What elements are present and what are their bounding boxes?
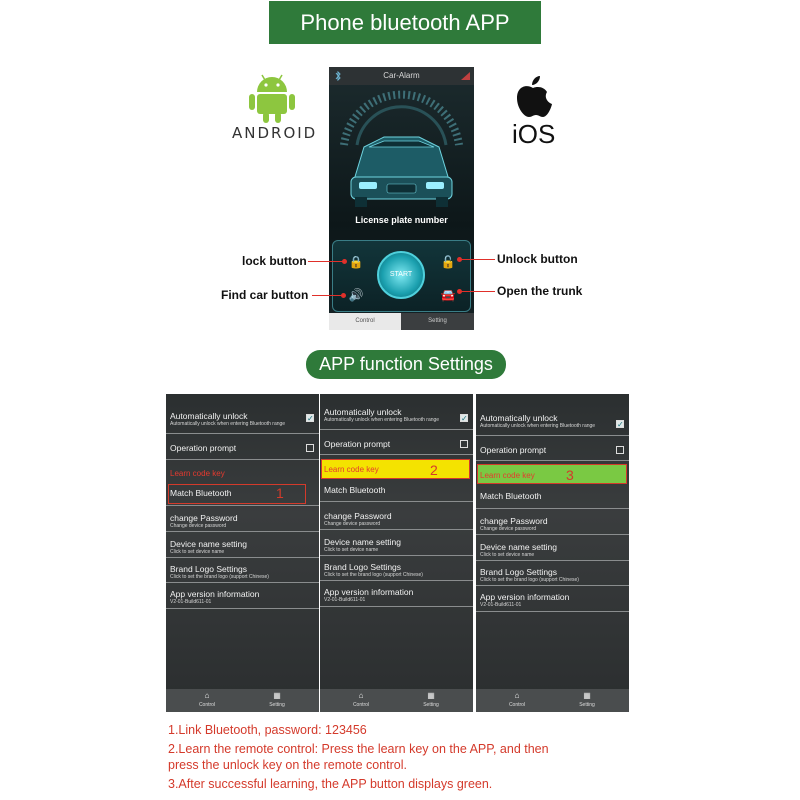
setting-auto-unlock[interactable] (476, 410, 629, 436)
setting-title: Automatically unlock (324, 407, 402, 417)
setting-auto-unlock[interactable] (166, 408, 319, 434)
setting-subtitle: Automatically unlock when entering Bluetooth range (480, 423, 596, 429)
setting-device-name[interactable] (166, 532, 319, 558)
step-number: 1 (276, 485, 284, 501)
setting-title: change Password (170, 513, 238, 523)
setting-brand-logo[interactable] (166, 558, 319, 583)
setting-app-version[interactable] (320, 581, 473, 607)
app-tab-bar (329, 313, 474, 330)
setting-title: Operation prompt (170, 443, 237, 453)
setting-title: App version information (480, 592, 570, 602)
tab-setting[interactable]: Setting (423, 702, 439, 708)
setting-change-password[interactable] (476, 509, 629, 535)
setting-title: Device name setting (480, 542, 558, 552)
setting-title: Automatically unlock (170, 411, 248, 421)
setting-title: Device name setting (324, 537, 402, 547)
settings-phone-3 (476, 394, 629, 712)
setting-match-bluetooth[interactable] (476, 484, 629, 509)
instruction-2: 2.Learn the remote control: Press the learn key on the APP, and then (168, 742, 549, 756)
setting-device-name[interactable] (476, 535, 629, 561)
setting-title: Match Bluetooth (324, 485, 386, 495)
setting-brand-logo[interactable] (320, 556, 473, 581)
setting-subtitle: Automatically unlock when entering Bluetooth range (170, 421, 286, 427)
setting-subtitle: Click to set the brand logo (support Chinese) (324, 572, 423, 578)
lock-leader-dot (342, 259, 347, 264)
setting-subtitle: Click to set device name (170, 549, 225, 555)
unlock-leader-dot (457, 257, 462, 262)
setting-title: change Password (480, 516, 548, 526)
settings-phone-2 (320, 394, 473, 712)
grid-icon[interactable]: ▦ (273, 691, 281, 700)
apple-icon (513, 74, 553, 118)
ios-wordmark: iOS (512, 119, 556, 149)
grid-icon[interactable]: ▦ (427, 691, 435, 700)
checkbox-checked[interactable]: ✓ (461, 414, 468, 423)
setting-learn-code-key[interactable]: Learn code key (170, 469, 225, 478)
checkbox[interactable] (306, 444, 314, 452)
find-car-icon[interactable]: 🔊 (348, 288, 364, 302)
home-icon[interactable]: ⌂ (358, 691, 364, 700)
instruction-2-continued: press the unlock key on the remote control. (168, 758, 408, 772)
setting-title: App version information (170, 589, 260, 599)
setting-auto-unlock[interactable] (320, 404, 473, 430)
setting-app-version[interactable] (166, 583, 319, 609)
settings-tab-bar (166, 689, 319, 712)
step-number: 2 (430, 462, 438, 478)
tab-control[interactable]: Control (198, 702, 216, 708)
setting-title: Brand Logo Settings (170, 564, 248, 574)
setting-title: change Password (324, 511, 392, 521)
settings-banner: APP function Settings (306, 350, 506, 379)
trunk-icon[interactable]: 🚘 (440, 288, 456, 302)
start-button[interactable]: START (377, 251, 425, 299)
setting-learn-code-key[interactable]: Learn code key (480, 471, 535, 480)
car-dashboard-graphic (329, 85, 474, 213)
checkbox-checked[interactable]: ✓ (307, 414, 314, 423)
checkbox-checked[interactable]: ✓ (617, 420, 624, 429)
setting-brand-logo[interactable] (476, 561, 629, 586)
tab-control[interactable]: Control (352, 702, 370, 708)
tab-setting[interactable]: Setting (269, 702, 285, 708)
setting-subtitle: Click to set the brand logo (support Chinese) (170, 574, 269, 580)
setting-title: Operation prompt (480, 445, 547, 455)
setting-title: Brand Logo Settings (480, 567, 558, 577)
unlock-leader-line (460, 259, 495, 260)
home-icon[interactable]: ⌂ (514, 691, 520, 700)
settings-tab-bar (476, 689, 629, 712)
setting-change-password[interactable] (320, 504, 473, 530)
setting-operation-prompt[interactable] (320, 430, 473, 455)
instruction-3: 3.After successful learning, the APP button displays green. (168, 777, 493, 791)
instruction-1: 1.Link Bluetooth, password: 123456 (168, 723, 367, 737)
settings-phone-1 (166, 394, 319, 712)
home-icon[interactable]: ⌂ (204, 691, 210, 700)
title-banner: Phone bluetooth APP (269, 1, 541, 44)
setting-title: Match Bluetooth (170, 488, 232, 498)
app-title: Car-Alarm (383, 71, 420, 80)
setting-subtitle: Change device password (480, 526, 537, 532)
setting-subtitle: V2-01-Build611-01 (480, 602, 522, 608)
unlock-button-label: Unlock button (497, 252, 578, 266)
setting-change-password[interactable] (166, 506, 319, 532)
setting-match-bluetooth[interactable] (320, 479, 473, 502)
setting-title: Automatically unlock (480, 413, 558, 423)
android-wordmark: ANDROID (232, 124, 318, 142)
unlock-icon[interactable]: 🔓 (440, 255, 456, 269)
setting-subtitle: Click to set the brand logo (support Chinese) (480, 577, 579, 583)
setting-title: Operation prompt (324, 439, 391, 449)
trunk-leader-line (460, 291, 495, 292)
setting-title: Brand Logo Settings (324, 562, 402, 572)
checkbox[interactable] (616, 446, 624, 454)
tab-control[interactable]: Control (508, 702, 526, 708)
tab-control[interactable]: Control (329, 313, 401, 330)
setting-subtitle: V2-01-Build611-01 (170, 599, 212, 605)
step-number: 3 (566, 467, 574, 483)
lock-icon[interactable]: 🔒 (348, 255, 364, 269)
setting-app-version[interactable] (476, 586, 629, 612)
find-car-leader-dot (341, 293, 346, 298)
app-title-bar (329, 67, 474, 85)
setting-subtitle: Change device password (170, 523, 227, 529)
setting-operation-prompt[interactable] (476, 436, 629, 461)
setting-learn-code-key[interactable]: Learn code key (324, 465, 379, 474)
tab-setting[interactable]: Setting (401, 313, 474, 330)
find-car-button-label: Find car button (221, 288, 309, 302)
tab-setting[interactable]: Setting (579, 702, 595, 708)
setting-subtitle: V2-01-Build611-01 (324, 597, 366, 603)
signal-icon (461, 72, 470, 80)
find-car-leader-line (312, 295, 344, 296)
checkbox[interactable] (460, 440, 468, 448)
setting-operation-prompt[interactable] (166, 434, 319, 460)
trunk-button-label: Open the trunk (497, 284, 583, 298)
setting-subtitle: Change device password (324, 521, 381, 527)
lock-button-label: lock button (242, 254, 307, 268)
setting-title: Match Bluetooth (480, 491, 542, 501)
setting-subtitle: Automatically unlock when entering Bluetooth range (324, 417, 440, 423)
setting-title: Device name setting (170, 539, 248, 549)
license-plate-label: License plate number (355, 215, 448, 225)
bluetooth-icon[interactable] (334, 71, 342, 81)
setting-device-name[interactable] (320, 530, 473, 556)
setting-subtitle: Click to set device name (480, 552, 535, 558)
setting-subtitle: Click to set device name (324, 547, 379, 553)
setting-title: App version information (324, 587, 414, 597)
grid-icon[interactable]: ▦ (583, 691, 591, 700)
trunk-leader-dot (457, 289, 462, 294)
step-highlight-box (168, 484, 306, 504)
android-robot-icon (247, 70, 297, 124)
lock-leader-line (308, 261, 346, 262)
settings-tab-bar (320, 689, 473, 712)
